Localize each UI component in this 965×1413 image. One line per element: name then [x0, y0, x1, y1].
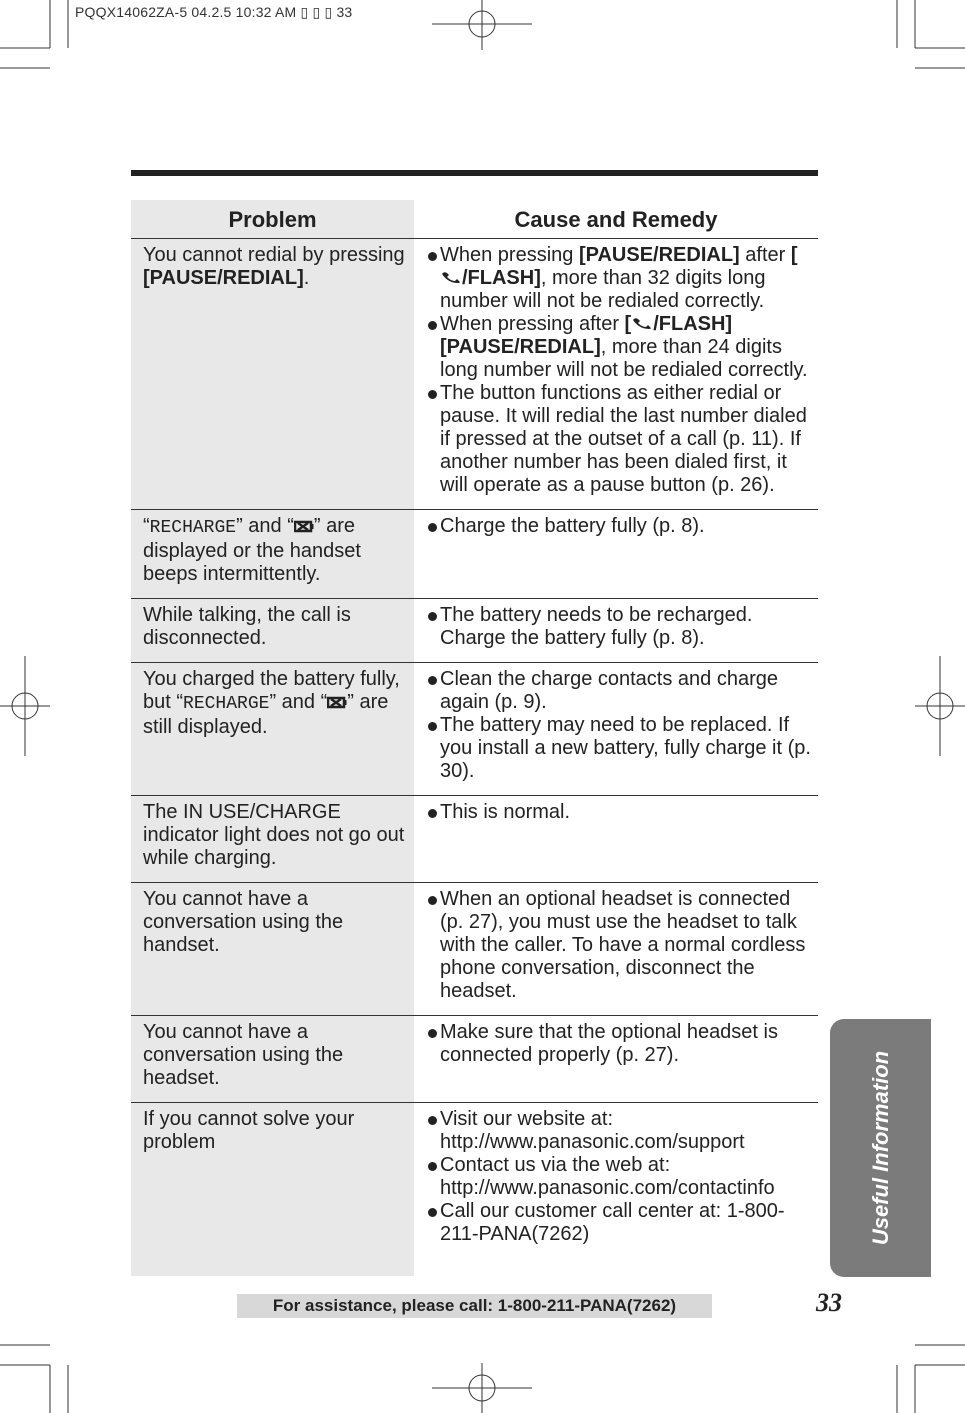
text-segment: Visit our website at: http://www.panasonic.com/support: [440, 1108, 745, 1154]
top-rule: [131, 170, 818, 176]
remedy-item: [428, 604, 818, 650]
text-segment: This is normal.: [440, 801, 571, 824]
text-segment: While talking, the call is disconnected.: [143, 604, 351, 650]
table-row: [131, 1016, 818, 1103]
phone-icon: [440, 267, 462, 290]
text-segment: When pressing after: [440, 313, 625, 336]
text-segment: Call our customer call center at: 1-800-211-PANA(7262): [440, 1200, 785, 1246]
text-segment: You cannot redial by pressing: [143, 244, 405, 266]
text-segment: When an optional headset is connected (p. 27), you must use the headset to talk with the caller. To have a normal cordless phone conversation, disconnect the headset.: [440, 888, 806, 1003]
remedy-item: [428, 1200, 818, 1246]
problem-cell: [131, 599, 414, 663]
assistance-footer: For assistance, please call: 1-800-211-PANA(7262): [237, 1294, 712, 1318]
section-tab: [830, 1019, 931, 1277]
remedy-item: [428, 714, 818, 783]
bold-key-label: [PAUSE/REDIAL]: [143, 267, 304, 289]
remedy-item: [428, 382, 818, 497]
remedy-item: [428, 1154, 818, 1200]
remedy-cell: [414, 1016, 818, 1103]
text-segment: ” are still displayed.: [143, 691, 389, 739]
remedy-cell: [414, 663, 818, 796]
remedy-item: [428, 888, 818, 1003]
problem-cell: [131, 796, 414, 883]
section-tab-label: Useful Information: [867, 1050, 893, 1246]
table-row: [131, 796, 818, 883]
display-text: RECHARGE: [149, 518, 237, 539]
battery-icon: [294, 516, 314, 539]
remedy-cell: [414, 239, 818, 510]
text-segment: You cannot have a conversation using the handset.: [143, 888, 344, 957]
text-segment: ” are displayed or the handset beeps intermittently.: [143, 515, 361, 586]
text-segment: “: [143, 515, 150, 538]
problem-cell: [131, 510, 414, 599]
text-segment: When pressing: [440, 244, 579, 266]
text-segment: , more than 24 digits long number will not be redialed correctly.: [440, 336, 808, 382]
text-segment: .: [303, 267, 310, 289]
table-row: [131, 663, 818, 796]
remedy-item: [428, 1108, 818, 1154]
troubleshooting-table: [131, 200, 818, 1276]
table-row: [131, 1103, 818, 1277]
problem-cell: [131, 1016, 414, 1103]
problem-cell: [131, 883, 414, 1016]
text-segment: You cannot have a conversation using the headset.: [143, 1021, 344, 1090]
remedy-cell: [414, 599, 818, 663]
phone-icon: [631, 313, 653, 336]
bold-key-label: [PAUSE/REDIAL]: [578, 244, 740, 266]
print-header: PQQX14062ZA-5 04.2.5 10:32 AM ▯ ▯ ▯ 33: [75, 4, 353, 20]
remedy-item: [428, 1021, 818, 1067]
remedy-item: [428, 244, 818, 313]
text-segment: The battery may need to be replaced. If you install a new battery, fully charge it (p. 30).: [440, 714, 811, 783]
table-row: [131, 883, 818, 1016]
remedy-item: [428, 515, 818, 538]
display-text: RECHARGE: [183, 694, 270, 715]
text-segment: Make sure that the optional headset is connected properly (p. 27).: [440, 1021, 778, 1067]
remedy-item: [428, 313, 818, 382]
text-segment: The battery needs to be recharged. Charge the battery fully (p. 8).: [440, 604, 753, 650]
remedy-cell: [414, 883, 818, 1016]
remedy-item: [428, 801, 818, 824]
remedy-cell: [414, 1103, 818, 1277]
problem-cell: [131, 1103, 414, 1277]
text-segment: Contact us via the web at: http://www.panasonic.com/contactinfo: [440, 1154, 775, 1200]
text-segment: The button functions as either redial or pause. It will redial the last number dialed if pressed at the outset of a call (p. 11). If another number has been dialed first, it will operate as a pause button (p. 26).: [440, 382, 807, 497]
text-segment: Clean the charge contacts and charge again (p. 9).: [440, 668, 778, 714]
battery-icon: [327, 692, 347, 715]
table-row: [131, 510, 818, 599]
text-segment: , more than 32 digits long number will not be redialed correctly.: [440, 267, 766, 313]
bold-key-label: [: [624, 313, 632, 336]
text-segment: If you cannot solve your problem: [143, 1108, 355, 1154]
text-segment: Charge the battery fully (p. 8).: [440, 515, 705, 538]
text-segment: after: [739, 244, 791, 266]
table-row: [131, 239, 818, 510]
bold-key-label: /FLASH]: [462, 267, 541, 289]
text-segment: The IN USE/CHARGE indicator light does not go out while charging.: [143, 801, 405, 870]
header-cause: Cause and Remedy: [414, 200, 818, 239]
problem-cell: [131, 239, 414, 510]
bold-key-label: /FLASH] [PAUSE/REDIAL]: [440, 313, 733, 359]
text-segment: You charged the battery fully, but “: [143, 668, 400, 714]
header-problem: Problem: [131, 200, 414, 239]
remedy-item: [428, 668, 818, 714]
remedy-cell: [414, 796, 818, 883]
text-segment: ” and “: [236, 515, 294, 538]
bold-key-label: [: [790, 244, 798, 266]
problem-cell: [131, 663, 414, 796]
text-segment: ” and “: [269, 691, 328, 714]
table-row: [131, 599, 818, 663]
remedy-cell: [414, 510, 818, 599]
page-number: 33: [816, 1288, 842, 1317]
